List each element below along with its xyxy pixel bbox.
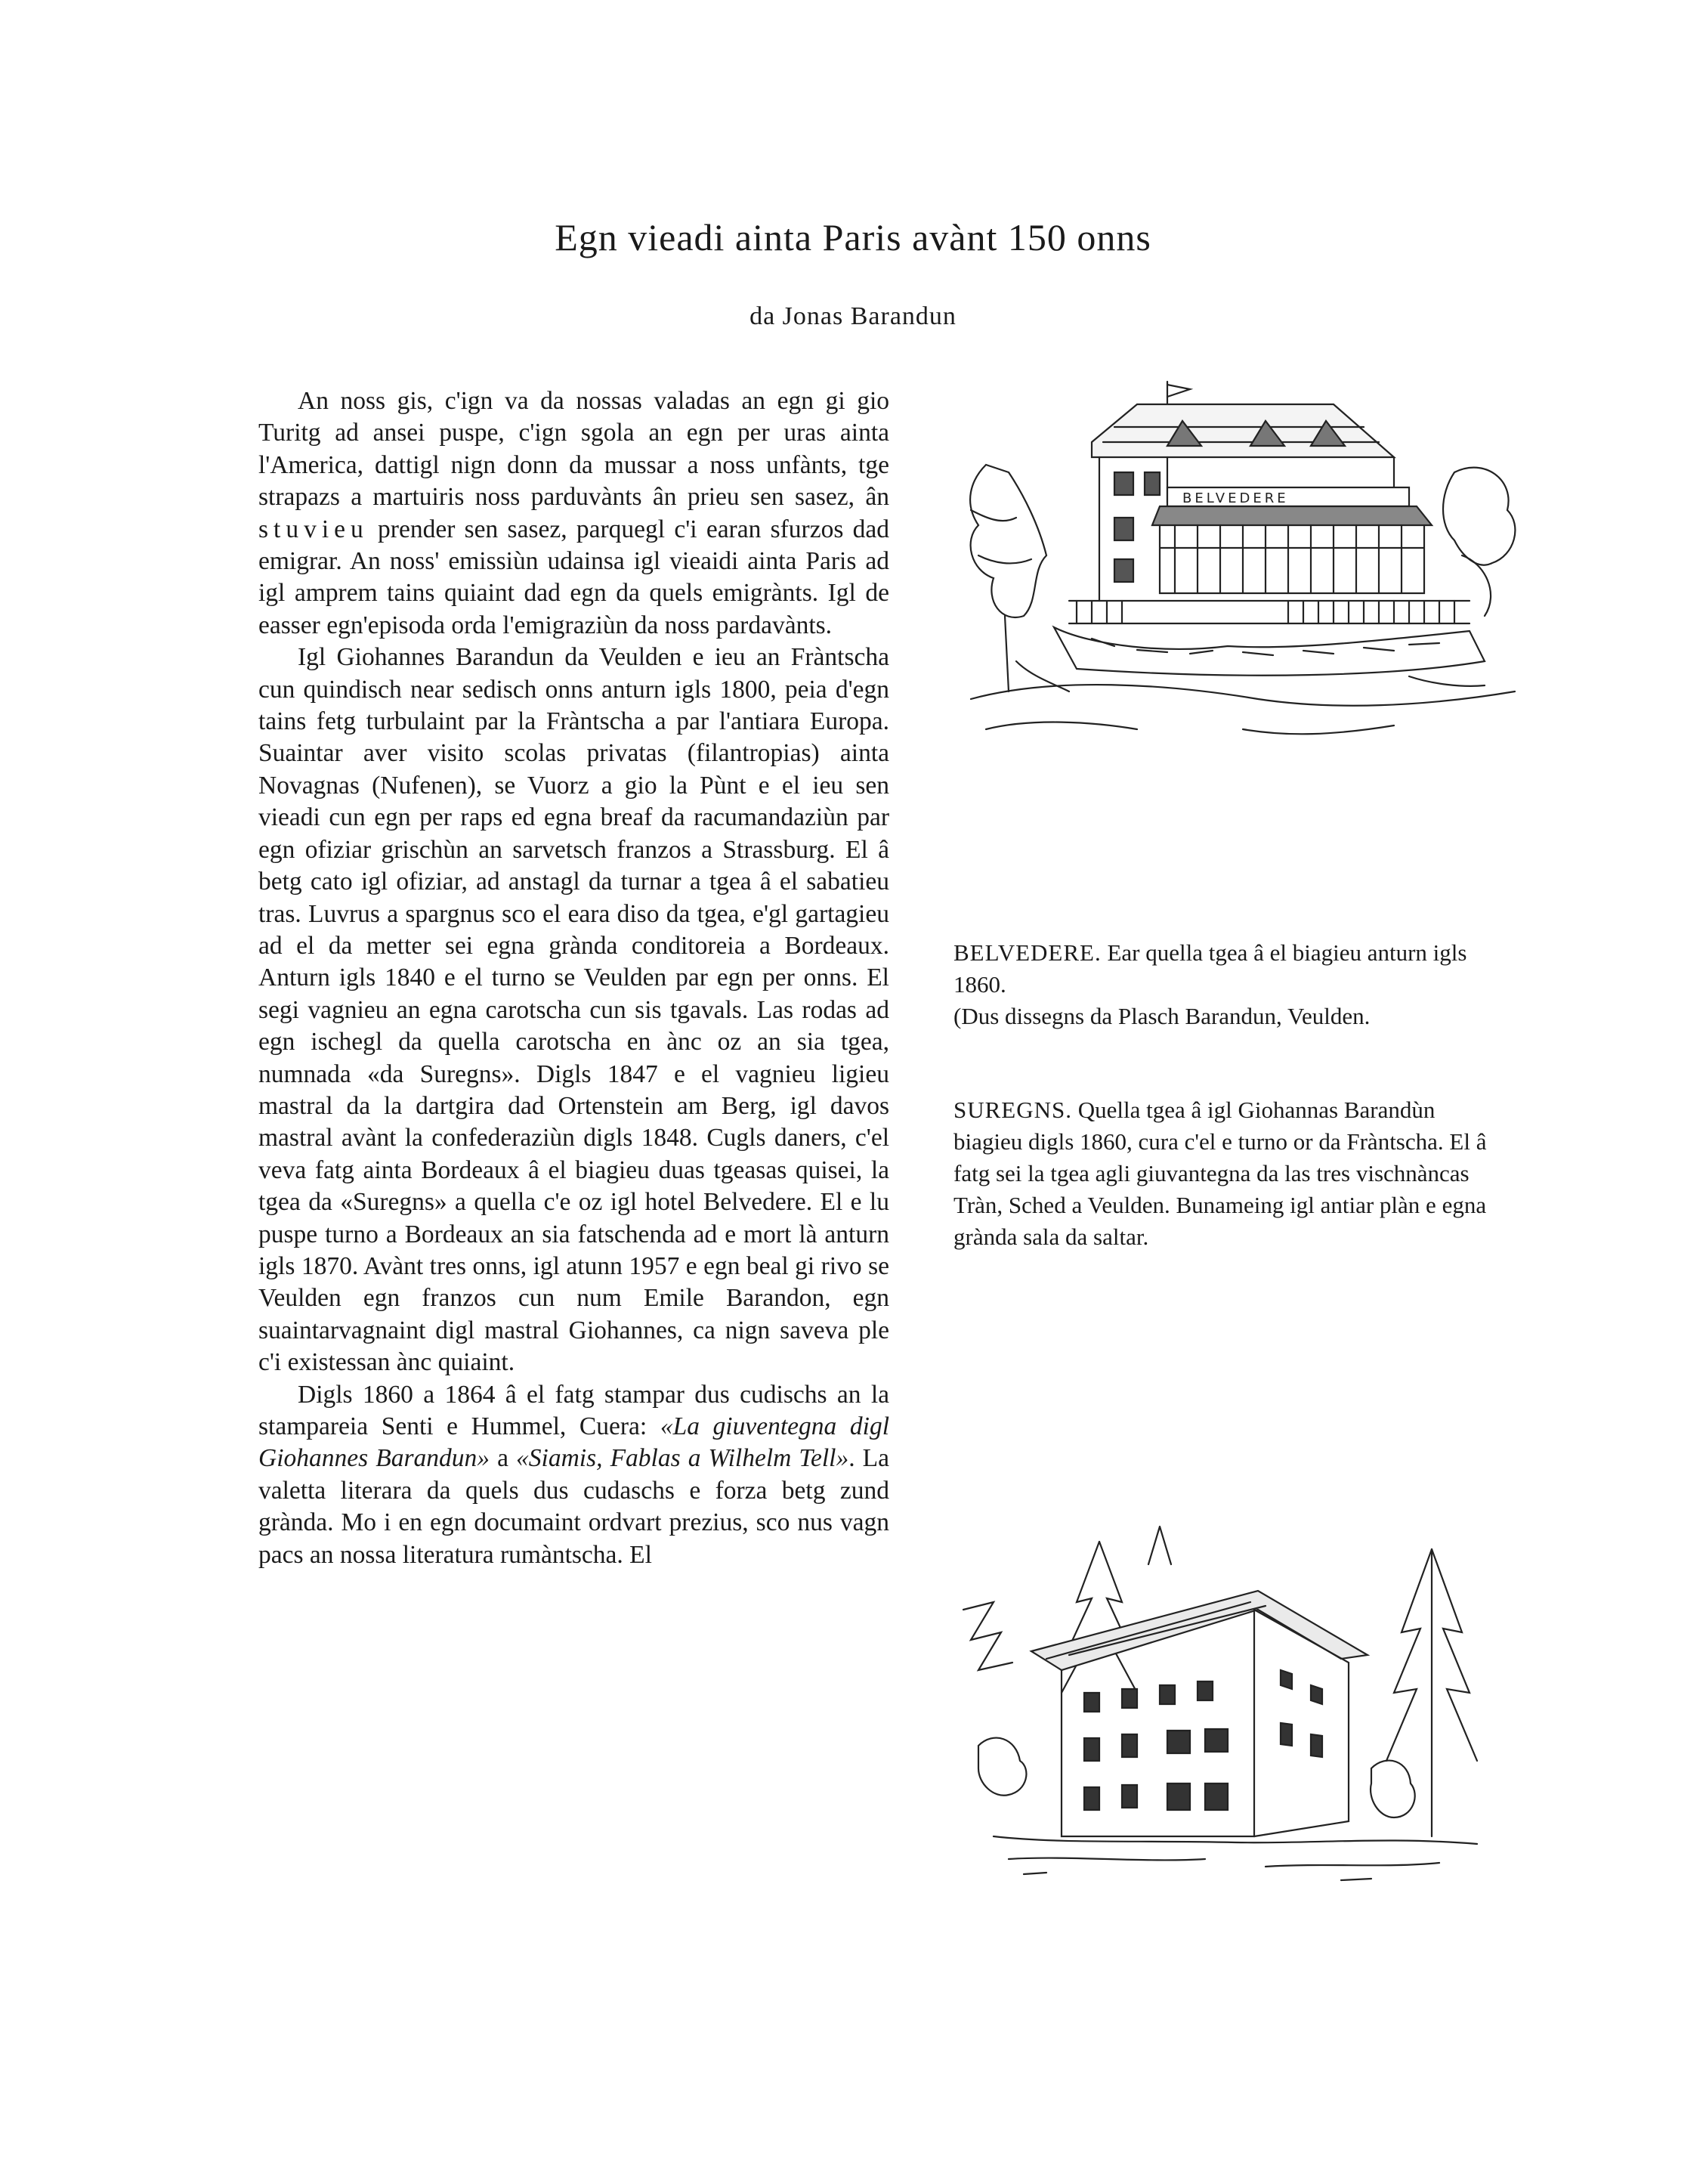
paragraph-1: [258, 385, 889, 642]
suregns-sketch-icon: [948, 1519, 1504, 1889]
caption-credit: (Dus dissegns da Plasch Barandun, Veulden.: [953, 1003, 1371, 1029]
article-body: [258, 385, 889, 1571]
paragraph-3: [258, 1379, 889, 1571]
book-title-2: «Siamis, Fablas a Wilhelm Tell»: [516, 1444, 849, 1473]
caption-belvedere-head: BELVEDERE.: [953, 939, 1102, 966]
suregns-drawing: [948, 1519, 1504, 1889]
caption-suregns-text: Quella tgea â igl Giohannas Barandùn biagieu digls 1860, cura c'el e turno or da Fràntscha. El â fatg sei la tgea agli giuvantegna da las tres vischnàncas Tràn, Sched a Veulden. Bunameing igl antiar plàn e egna grànda sala da saltar.: [953, 1097, 1487, 1250]
paragraph-1-spaced-word: stuvieu: [258, 515, 369, 543]
caption-suregns-head: SUREGNS.: [953, 1097, 1073, 1123]
paragraph-1-text-b: prender sen sasez, parquegl c'i earan sfurzos dad emigrar. An noss' emissiùn udainsa igl vieaidi ainta Paris ad igl amprem tains quiaint dad egn da quels emigrànts. Igl de easser egn'episoda orda l'emigraziùn da noss pardavànts.: [258, 515, 889, 639]
belvedere-drawing: [941, 374, 1534, 759]
paragraph-2: Igl Giohannes Barandun da Veulden e ieu an Fràntscha cun quindisch near sedisch onns anturn igls 1800, peia d'egn tains fetg turbulaint par la Fràntscha a par l'antiara Europa. Suaintar aver visito scolas privatas (filantropias) ainta Novagnas (Nufenen), se Vuorz a gio la Pùnt e el ieu sen vieadi cun egn per raps ed egna breaf da racumandaziùn par egn ofiziar grischùn an sarvetsch franzos a Strassburg. El â betg cato igl ofiziar, ad anstagl da turnar a tgea â el sabatieu tras. Luvrus a spargnus sco el eara diso da tgea, e'gl gartagieu ad el da metter sei egna grànda conditoreia a Bordeaux. Anturn igls 1840 e el turno se Veulden par egn per onns. El segi vagnieu an egna carotscha cun sis tgavals. Las rodas ad egn ischegl da quella carotscha en ànc oz an sia tgea, numnada «da Suregns». Digls 1847 e el vagnieu ligieu mastral da la dartgira dad Ortenstein am Berg, igl davos mastral avànt la confederaziùn digls 1848. Cugls daners, c'el veva fatg ainta Bordeaux â el biagieu duas tgeasas quisei, la tgea da «Suregns» a quella c'e oz igl hotel Belvedere. El e lu puspe turno a Bordeaux an sia fatschenda ad e mort là anturn igls 1870. Avànt tres onns, igl atunn 1957 e egn beal gi rivo se Veulden egn franzos cun num Emile Barandon, egn suaintarvagnaint digl mastral Giohannes, ca nign saveva ple c'i existessan ànc quiaint.: [258, 643, 889, 1377]
paragraph-1-text-a: An noss gis, c'ign va da nossas valadas an egn gi gio Turitg ad ansei puspe, c'ign sgola an egn per uras ainta l'America, dattigl nign donn da mussar a noss unfànts, tge strapazs a martuiris noss parduvànts ân prieu sen sasez, ân: [258, 387, 889, 512]
article-author: da Jonas Barandun: [749, 302, 957, 330]
belvedere-sketch-icon: [941, 374, 1534, 759]
paragraph-3-text-a: Digls 1860 a 1864 â el fatg stampar dus cudischs an la stampareia Senti e Hummel, Cuera:: [258, 1380, 889, 1440]
article-title: Egn vieadi ainta Paris avànt 150 onns: [555, 216, 1151, 258]
paragraph-3-text-b: . La valetta literara da quels dus cudaschs e forza betg zund grànda. Mo i en egn documaint ordvart prezius, sco nus vagn pacs an nossa literatura rumàntscha. El: [258, 1444, 890, 1569]
caption-suregns: [953, 1094, 1509, 1253]
caption-belvedere: [953, 937, 1509, 1032]
caption-belvedere-text: Ear quella tgea â el biagieu anturn igls 1860.: [953, 939, 1467, 998]
book-title-1: «La giuventegna digl Giohannes Barandun»: [258, 1412, 890, 1473]
belvedere-sign-text: BELVEDERE: [1182, 490, 1289, 506]
paragraph-3-text-mid: a: [490, 1444, 517, 1473]
